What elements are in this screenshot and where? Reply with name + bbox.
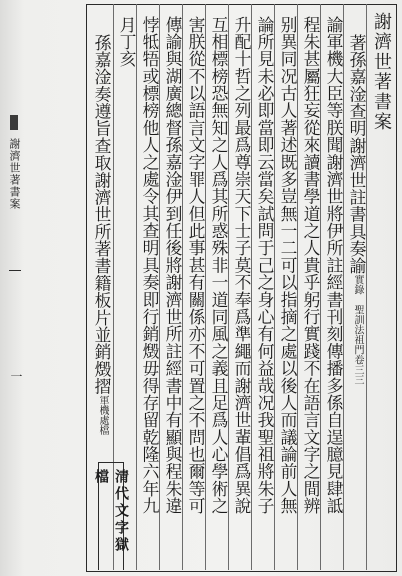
edict-line: 諭軍機大臣等朕聞謝濟世將伊所註經書刊刻傳播多係自逞臆見肆詆 [324, 16, 344, 515]
page-title: 謝濟世著書案 [371, 12, 392, 132]
edict-line: 悖牴牾或標榜他人之處令其查明具奏即行銷燬毋得存留乾隆六年九 [140, 16, 160, 515]
source-note: 實錄 聖訓法祖門卷三三 [352, 274, 363, 385]
edict-line: 論所見未必即當即云當矣試問于己之身心有何益哉况我聖祖將朱子 [255, 16, 275, 515]
edict-line: 月丁亥 [117, 16, 137, 68]
edict-heading-text: 著孫嘉淦查明謝濟世註書具奏諭 [347, 34, 367, 275]
edict-line: 傳諭與湖廣總督孫嘉淦伊到任後將謝濟世所註經書中有顯與程朱違 [163, 16, 183, 515]
gutter-title: 謝濟世著書案 [8, 138, 21, 210]
gutter-dash [9, 270, 21, 271]
report-title [92, 34, 112, 435]
page-number: 一 [9, 370, 23, 382]
fishtail-mark [10, 115, 18, 130]
edict-line: 害朕從不以語言文字罪人但此事甚有關係亦不可置之不問也爾等可 [186, 16, 206, 515]
report-note: 軍機處檔 [97, 395, 108, 435]
edict-line: 升配十哲之列最爲尊崇天下士子莫不奉爲準繩而謝濟世輩倡爲異說 [232, 16, 252, 515]
edict-line: 程朱甚屬狂妄從來讀書學道之人貴乎躬行實踐不在語言文字之間辨 [301, 16, 321, 515]
collection-label: 清代文字獄檔 [98, 462, 124, 570]
report-title-text: 孫嘉淦奏遵旨查取謝濟世所著書籍板片並銷燬摺 [92, 34, 112, 395]
edict-line: 别異同况古人著述既多豈無一二可以指摘之處以後人而議論前人無 [278, 16, 298, 515]
edict-line: 互相標榜恐無知之人爲其所惑殊非一道同風之義且足爲人心學術之 [209, 16, 229, 515]
column-rule [136, 4, 137, 570]
edict-heading [347, 34, 367, 385]
